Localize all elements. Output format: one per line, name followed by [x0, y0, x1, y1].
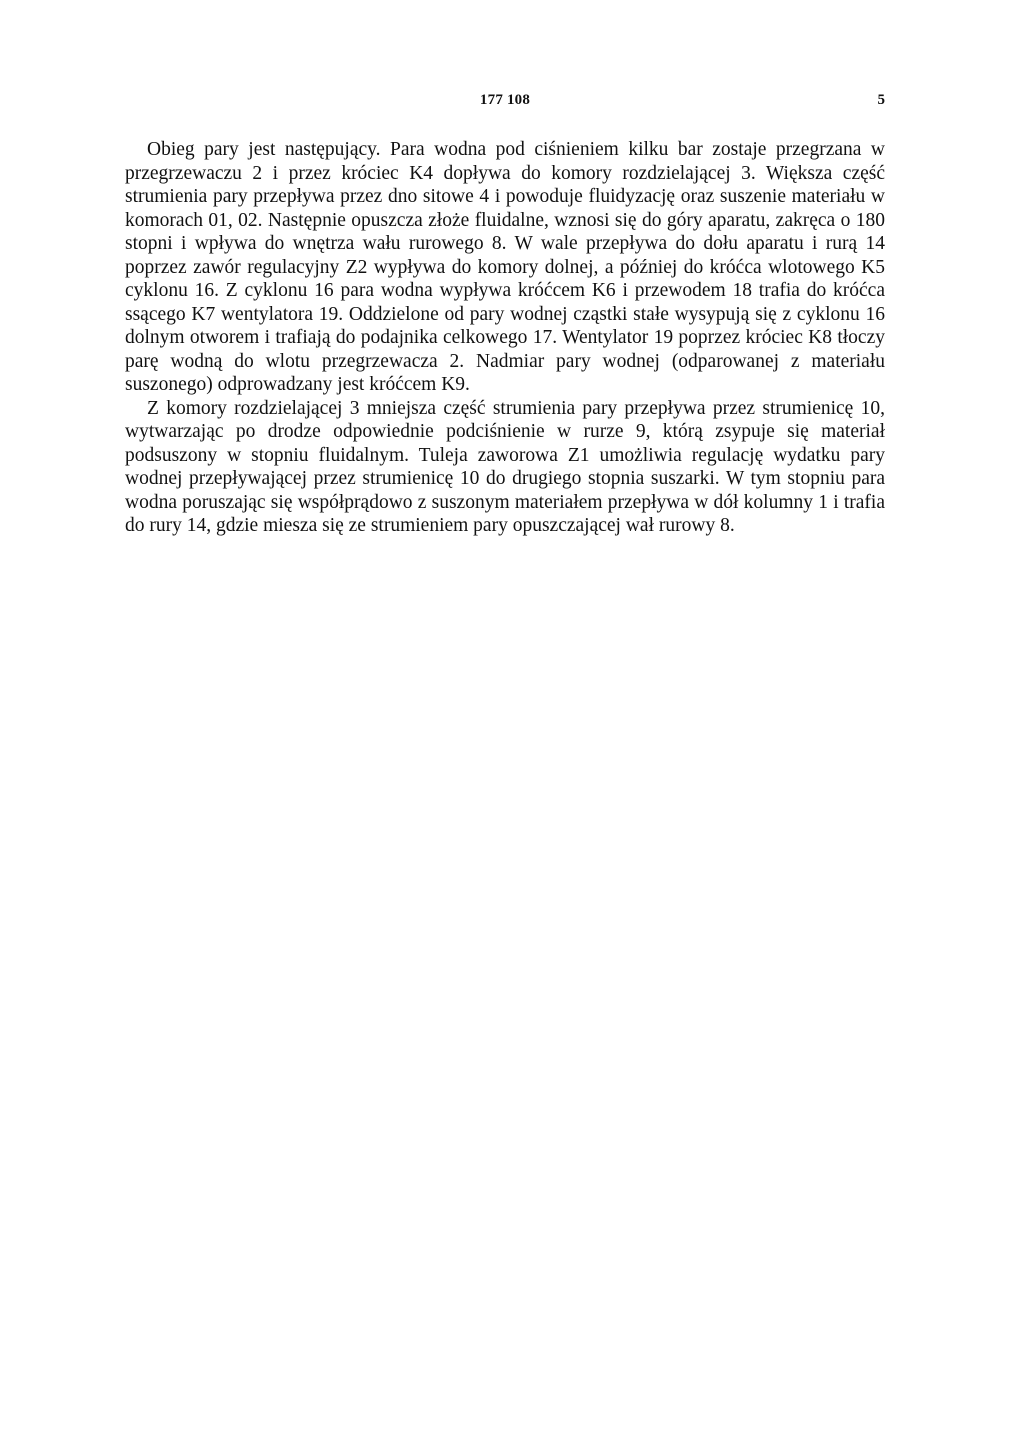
body-text [125, 138, 885, 538]
document-number: 177 108 [479, 92, 531, 108]
paragraph-steam-cycle: Obieg pary jest następujący. Para wodna pod ciśnieniem kilku bar zostaje przegrzana w przegrzewaczu 2 i przez króciec K4 dopływa do komory rozdzielającej 3. Większa część strumienia pary przepływa przez dno sitowe 4 i powoduje fluidyzację oraz suszenie materiału w komorach 01, 02. Następnie opuszcza złoże fluidalne, wznosi się do góry aparatu, zakręca o 180 stopni i wpływa do wnętrza wału rurowego 8. W wale przepływa do dołu aparatu i rurą 14 poprzez zawór regulacyjny Z2 wypływa do komory dolnej, a później do króćca wlotowego K5 cyklonu 16. Z cyklonu 16 para wodna wypływa króćcem K6 i przewodem 18 trafia do króćca ssącego K7 wentylatora 19. Oddzielone od pary wodnej cząstki stałe wysypują się z cyklonu 16 dolnym otworem i trafiają do podajnika celkowego 17. Wentylator 19 poprzez króciec K8 tłoczy parę wodną do wlotu przegrzewacza 2. Nadmiar pary wodnej (odparowanej z materiału suszonego) odprowadzany jest króćcem K9. [125, 139, 885, 395]
page-number: 5 [877, 92, 885, 108]
page-header [125, 92, 885, 116]
paragraph-distribution-chamber: Z komory rozdzielającej 3 mniejsza część strumienia pary przepływa przez strumienicę 10, wytwarzając po drodze odpowiednie podciśnienie w rurze 9, którą zsypuje się materiał podsuszony w stopniu fluidalnym. Tuleja zaworowa Z1 umożliwia regulację wydatku pary wodnej przepływającej przez strumienicę 10 do drugiego stopnia suszarki. W tym stopniu para wodna poruszając się współprądowo z suszonym materiałem przepływa w dół kolumny 1 i trafia do rury 14, gdzie miesza się ze strumieniem pary opuszczającej wał rurowy 8. [125, 397, 885, 536]
